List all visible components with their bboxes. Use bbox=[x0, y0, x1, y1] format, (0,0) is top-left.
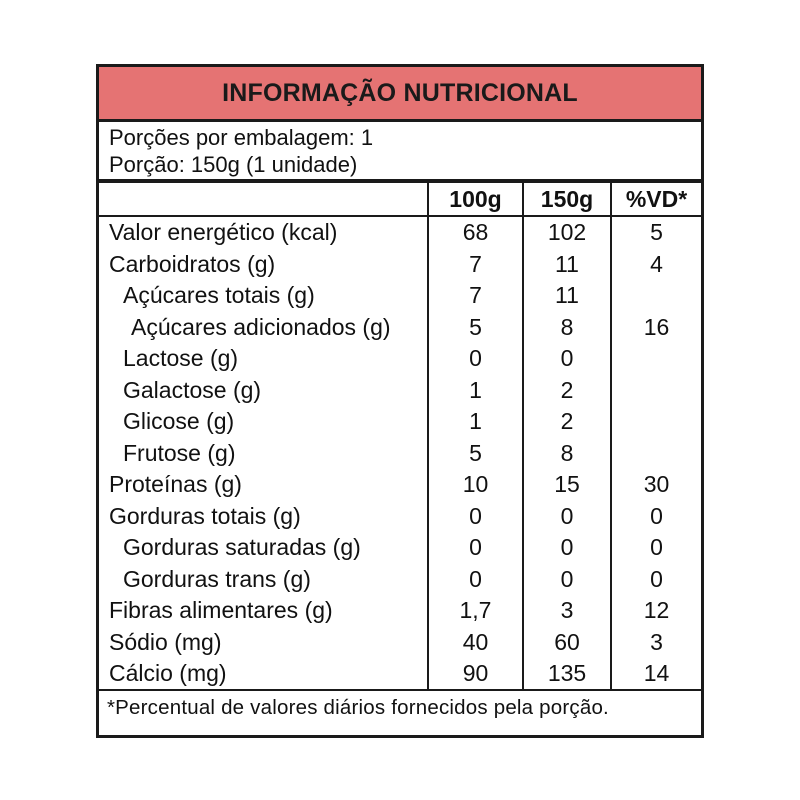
value-150g: 135 bbox=[523, 658, 611, 691]
footnote: *Percentual de valores diários fornecidos pela porção. bbox=[107, 696, 609, 719]
value-150g: 8 bbox=[523, 311, 611, 343]
value-vd bbox=[611, 437, 701, 469]
value-100g: 0 bbox=[428, 343, 523, 375]
value-vd bbox=[611, 343, 701, 375]
value-150g: 0 bbox=[523, 532, 611, 564]
column-header-100g: 100g bbox=[428, 183, 523, 216]
value-100g: 7 bbox=[428, 280, 523, 312]
nutrient-name: Açúcares adicionados (g) bbox=[131, 313, 391, 340]
column-header-vd: %VD* bbox=[611, 183, 701, 216]
nutrient-name: Açúcares totais (g) bbox=[123, 282, 315, 309]
nutrient-name: Gorduras totais (g) bbox=[109, 502, 301, 529]
table-row bbox=[99, 469, 701, 501]
column-header-150g: 150g bbox=[523, 183, 611, 216]
value-100g: 1 bbox=[428, 374, 523, 406]
value-vd: 16 bbox=[611, 311, 701, 343]
table-row bbox=[99, 626, 701, 658]
value-150g: 102 bbox=[523, 216, 611, 249]
table-row bbox=[99, 343, 701, 375]
value-100g: 0 bbox=[428, 563, 523, 595]
value-vd: 12 bbox=[611, 595, 701, 627]
table-header-row bbox=[99, 183, 701, 216]
value-vd: 30 bbox=[611, 469, 701, 501]
value-vd: 0 bbox=[611, 500, 701, 532]
value-vd: 5 bbox=[611, 216, 701, 249]
value-150g: 0 bbox=[523, 500, 611, 532]
value-150g: 15 bbox=[523, 469, 611, 501]
value-100g: 68 bbox=[428, 216, 523, 249]
nutrient-name: Gorduras trans (g) bbox=[123, 565, 311, 592]
value-100g: 40 bbox=[428, 626, 523, 658]
nutrient-name: Cálcio (mg) bbox=[99, 658, 428, 691]
value-100g: 1,7 bbox=[428, 595, 523, 627]
table-row bbox=[99, 532, 701, 564]
value-150g: 11 bbox=[523, 248, 611, 280]
value-100g: 7 bbox=[428, 248, 523, 280]
value-100g: 5 bbox=[428, 311, 523, 343]
nutrient-name: Fibras alimentares (g) bbox=[109, 597, 333, 624]
nutrient-column-header bbox=[99, 183, 428, 216]
table-row bbox=[99, 374, 701, 406]
value-150g: 2 bbox=[523, 406, 611, 438]
value-vd bbox=[611, 374, 701, 406]
label-title: INFORMAÇÃO NUTRICIONAL bbox=[99, 67, 701, 122]
table-row bbox=[99, 658, 701, 691]
table-row bbox=[99, 437, 701, 469]
value-100g: 1 bbox=[428, 406, 523, 438]
value-100g: 5 bbox=[428, 437, 523, 469]
nutrition-facts-label bbox=[96, 64, 704, 738]
nutrient-name: Galactose (g) bbox=[123, 376, 262, 403]
nutrient-name: Lactose (g) bbox=[123, 345, 239, 372]
table-row bbox=[99, 500, 701, 532]
nutrient-name: Proteínas (g) bbox=[109, 471, 242, 498]
value-150g: 11 bbox=[523, 280, 611, 312]
nutrition-table bbox=[99, 183, 701, 691]
serving-size: Porção: 150g (1 unidade) bbox=[109, 152, 358, 177]
nutrient-name: Carboidratos (g) bbox=[109, 250, 276, 277]
value-150g: 2 bbox=[523, 374, 611, 406]
table-row bbox=[99, 563, 701, 595]
value-150g: 8 bbox=[523, 437, 611, 469]
value-vd: 14 bbox=[611, 658, 701, 691]
table-row bbox=[99, 595, 701, 627]
table-row bbox=[99, 311, 701, 343]
value-vd: 3 bbox=[611, 626, 701, 658]
value-100g: 0 bbox=[428, 532, 523, 564]
table-row bbox=[99, 280, 701, 312]
value-100g: 0 bbox=[428, 500, 523, 532]
value-150g: 3 bbox=[523, 595, 611, 627]
value-100g: 10 bbox=[428, 469, 523, 501]
nutrient-name: Sódio (mg) bbox=[109, 628, 222, 655]
value-150g: 0 bbox=[523, 563, 611, 595]
table-row bbox=[99, 406, 701, 438]
value-100g: 90 bbox=[428, 658, 523, 691]
table-row bbox=[99, 216, 701, 249]
portion-info bbox=[99, 122, 701, 179]
nutrient-name: Valor energético (kcal) bbox=[109, 219, 338, 246]
nutrient-name: Glicose (g) bbox=[123, 408, 235, 435]
table-row bbox=[99, 248, 701, 280]
value-vd bbox=[611, 280, 701, 312]
nutrient-name: Frutose (g) bbox=[123, 439, 236, 466]
value-150g: 0 bbox=[523, 343, 611, 375]
value-vd: 0 bbox=[611, 563, 701, 595]
value-vd bbox=[611, 406, 701, 438]
value-vd: 4 bbox=[611, 248, 701, 280]
value-150g: 60 bbox=[523, 626, 611, 658]
servings-per-package: Porções por embalagem: 1 bbox=[109, 125, 374, 150]
value-vd: 0 bbox=[611, 532, 701, 564]
nutrient-name: Gorduras saturadas (g) bbox=[123, 534, 361, 561]
